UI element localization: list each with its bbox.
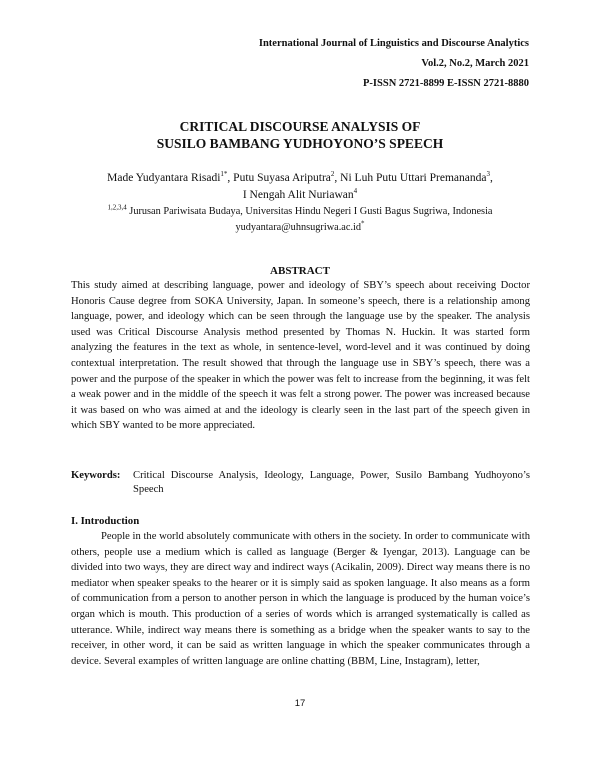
title-line-1: CRITICAL DISCOURSE ANALYSIS OF xyxy=(179,119,421,134)
title-line-2: SUSILO BAMBANG YUDHOYONO’S SPEECH xyxy=(156,136,444,151)
affiliation-text: Jurusan Pariwisata Budaya, Universitas Hindu Negeri I Gusti Bagus Sugriwa, Indonesia xyxy=(126,206,493,217)
author-4-marker: 4 xyxy=(353,187,358,196)
email-marker: * xyxy=(361,219,365,228)
affiliation-line xyxy=(60,204,540,220)
contact-email-line xyxy=(60,220,540,236)
section-heading-introduction: I. Introduction xyxy=(71,515,140,527)
author-list xyxy=(60,170,540,204)
introduction-text: People in the world absolutely communicate with others in the society. In order to communicate with others, people use a medium which is called as language (Berger & Iyengar, 2013). Language can be divided into two ways, they are direct way and indirect ways (Acikalin, 2009). Direct way means there is no mediator when speaker speaks to the hearer or it is simply said as spoken language. It also means as a form of communication from a person to another person in which the language is produced by the human voice’s organ which is mouth. This production of a series of words which is arranged systematically is called as utterance. While, indirect way means there is something as a bridge when the speaker wants to say to the receiver, in other word, it can be said as written language in which the speaker communicates through a device. Several examples of written language are online chatting (BBM, Line, Instagram), letter, xyxy=(71,531,530,667)
affiliation-marker: 1,2,3,4 xyxy=(107,203,127,212)
abstract-text: This study aimed at describing language, power and ideology of SBY’s speech about receiving Doctor Honoris Cause degree from SOKA University, Japan. In someone’s speech, there is a relationship among language, power, and ideology which can be seen through the language use by the speaker. The analysis used was Critical Discourse Analysis method presented by Thomas N. Huckin. It was started form analyzing the features in the text as whole, in sentence-level, word-level and it was continued by doing contextual interpretation. The result showed that through the language use in SBY’s speech, there was a power and the purpose of the speaker in which the power was felt to increase from the beginning, it was felt a weak power and in the middle of the speech it was felt a strong power. The power was increased because it was based on who was aimed at and the ideology is clearly seen in the last part of the speech given in which SBY wanted to be more appreciated. xyxy=(71,280,530,432)
authors-line-2 xyxy=(60,187,540,204)
author-3-comma: , xyxy=(489,172,493,184)
page-number: 17 xyxy=(294,698,306,709)
author-3: , Ni Luh Putu Uttari Premananda xyxy=(334,172,487,184)
abstract-heading: ABSTRACT xyxy=(270,265,330,277)
author-2: , Putu Suyasa Ariputra xyxy=(227,172,331,184)
authors-line-1 xyxy=(60,170,540,187)
affiliation xyxy=(60,204,540,236)
contact-email: yudyantara@uhnsugriwa.ac.id xyxy=(235,222,362,233)
keywords-text: Critical Discourse Analysis, Ideology, Language, Power, Susilo Bambang Yudhoyono’s Speech xyxy=(133,470,530,495)
keywords-label: Keywords: xyxy=(71,470,121,481)
journal-issn: P-ISSN 2721-8899 E-ISSN 2721-8880 xyxy=(363,78,529,89)
author-3-marker: 3 xyxy=(486,170,490,179)
journal-name: International Journal of Linguistics and Discourse Analytics xyxy=(258,38,529,49)
author-2-marker: 2 xyxy=(330,170,335,179)
journal-header xyxy=(259,34,529,94)
author-1-marker: 1* xyxy=(220,170,228,179)
paper-title xyxy=(0,118,600,152)
journal-volume: Vol.2, No.2, March 2021 xyxy=(421,58,529,69)
author-4: I Nengah Alit Nuriawan xyxy=(242,189,354,201)
keywords xyxy=(71,469,530,497)
author-1: Made Yudyantara Risadi xyxy=(107,172,221,184)
